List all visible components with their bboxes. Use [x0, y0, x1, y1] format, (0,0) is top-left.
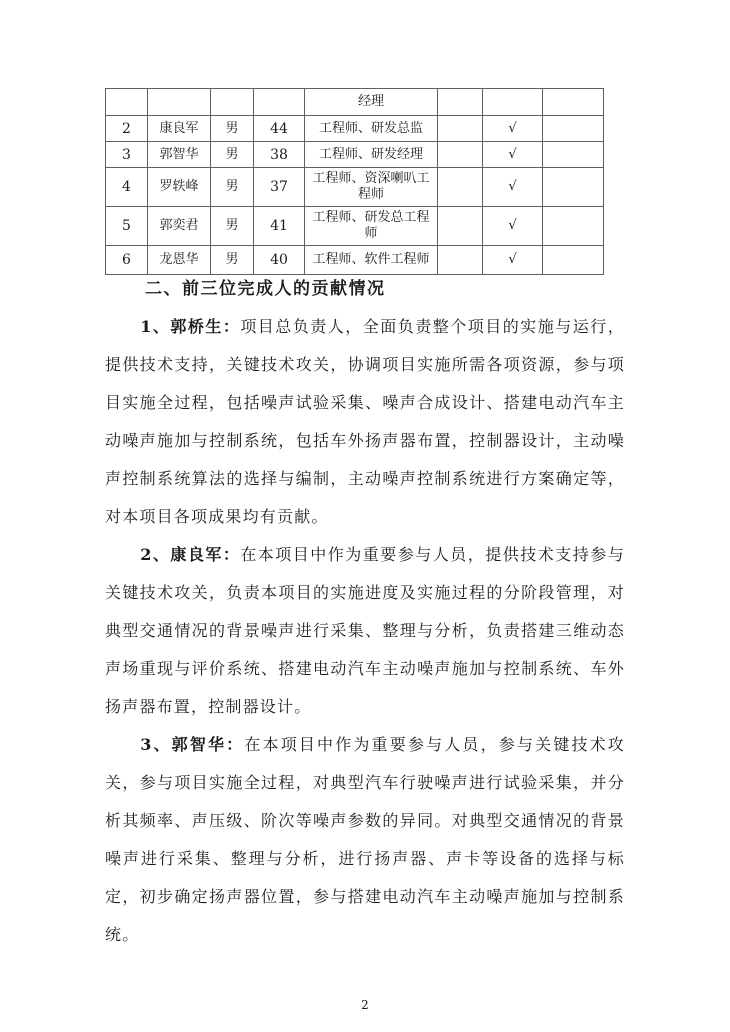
- cell-gender: [211, 89, 254, 116]
- cell-gender: 男: [211, 207, 254, 246]
- cell-gender: 男: [211, 168, 254, 207]
- contribution-paragraph-2: [105, 536, 625, 726]
- cell-age: 37: [254, 168, 305, 207]
- cell-check: √: [483, 116, 543, 142]
- cell-no: 2: [106, 116, 148, 142]
- cell-blank: [438, 207, 483, 246]
- cell-age: 38: [254, 142, 305, 168]
- cell-title: 工程师、资深喇叭工程师: [305, 168, 438, 207]
- page-number: 2: [361, 998, 369, 1012]
- person-body-2: 在本项目中作为重要参与人员，提供技术支持参与关键技术攻关，负责本项目的实施进度及实施过程的分阶段管理，对典型交通情况的背景噪声进行采集、整理与分析，负责搭建三维动态声场重现与评价系统、搭建电动汽车主动噪声施加与控制系统、车外扬声器布置，控制器设计。: [105, 545, 625, 716]
- contribution-section: [105, 270, 625, 954]
- cell-no: 6: [106, 246, 148, 275]
- cell-blank: [543, 142, 604, 168]
- cell-blank: [543, 89, 604, 116]
- cell-no: 5: [106, 207, 148, 246]
- cell-check: √: [483, 168, 543, 207]
- cell-gender: 男: [211, 142, 254, 168]
- cell-name: [148, 89, 211, 116]
- cell-title: 工程师、研发总监: [305, 116, 438, 142]
- cell-age: 44: [254, 116, 305, 142]
- completers-table: [105, 88, 604, 275]
- cell-name: 罗轶峰: [148, 168, 211, 207]
- cell-no: 4: [106, 168, 148, 207]
- cell-age: 40: [254, 246, 305, 275]
- contribution-paragraph-1: [105, 308, 625, 536]
- table-row-continuation: [106, 89, 604, 116]
- table-row: [106, 142, 604, 168]
- cell-name: 郭奕君: [148, 207, 211, 246]
- cell-title: 经理: [305, 89, 438, 116]
- person-label-1: 1、郭桥生：: [140, 317, 241, 336]
- cell-gender: 男: [211, 246, 254, 275]
- person-label-2: 2、康良军：: [140, 545, 241, 564]
- cell-blank: [438, 89, 483, 116]
- cell-title: 工程师、研发总工程师: [305, 207, 438, 246]
- cell-title: 工程师、软件工程师: [305, 246, 438, 275]
- cell-check: √: [483, 207, 543, 246]
- table-row: [106, 207, 604, 246]
- cell-blank: [438, 168, 483, 207]
- cell-check: [483, 89, 543, 116]
- cell-blank: [543, 168, 604, 207]
- cell-name: 康良军: [148, 116, 211, 142]
- cell-blank: [543, 116, 604, 142]
- cell-title: 工程师、研发经理: [305, 142, 438, 168]
- person-body-1: 项目总负责人，全面负责整个项目的实施与运行，提供技术支持，关键技术攻关，协调项目实施所需各项资源，参与项目实施全过程，包括噪声试验采集、噪声合成设计、搭建电动汽车主动噪声施加与控制系统，包括车外扬声器布置，控制器设计，主动噪声控制系统算法的选择与编制，主动噪声控制系统进行方案确定等，对本项目各项成果均有贡献。: [105, 317, 625, 526]
- person-label-3: 3、郭智华：: [140, 735, 245, 754]
- section-heading: 二、前三位完成人的贡献情况: [145, 279, 386, 299]
- cell-blank: [438, 116, 483, 142]
- cell-name: 郭智华: [148, 142, 211, 168]
- cell-name: 龙恩华: [148, 246, 211, 275]
- cell-age: [254, 89, 305, 116]
- contribution-paragraph-3: [105, 726, 625, 954]
- table-row: [106, 116, 604, 142]
- cell-blank: [543, 207, 604, 246]
- table-row: [106, 168, 604, 207]
- cell-no: 3: [106, 142, 148, 168]
- person-body-3: 在本项目中作为重要参与人员，参与关键技术攻关，参与项目实施全过程，对典型汽车行驶噪声进行试验采集，并分析其频率、声压级、阶次等噪声参数的异同。对典型交通情况的背景噪声进行采集、整理与分析，进行扬声器、声卡等设备的选择与标定，初步确定扬声器位置，参与搭建电动汽车主动噪声施加与控制系统。: [105, 735, 625, 944]
- cell-check: √: [483, 142, 543, 168]
- cell-no: [106, 89, 148, 116]
- cell-gender: 男: [211, 116, 254, 142]
- cell-age: 41: [254, 207, 305, 246]
- cell-blank: [438, 142, 483, 168]
- cell-check: √: [483, 246, 543, 275]
